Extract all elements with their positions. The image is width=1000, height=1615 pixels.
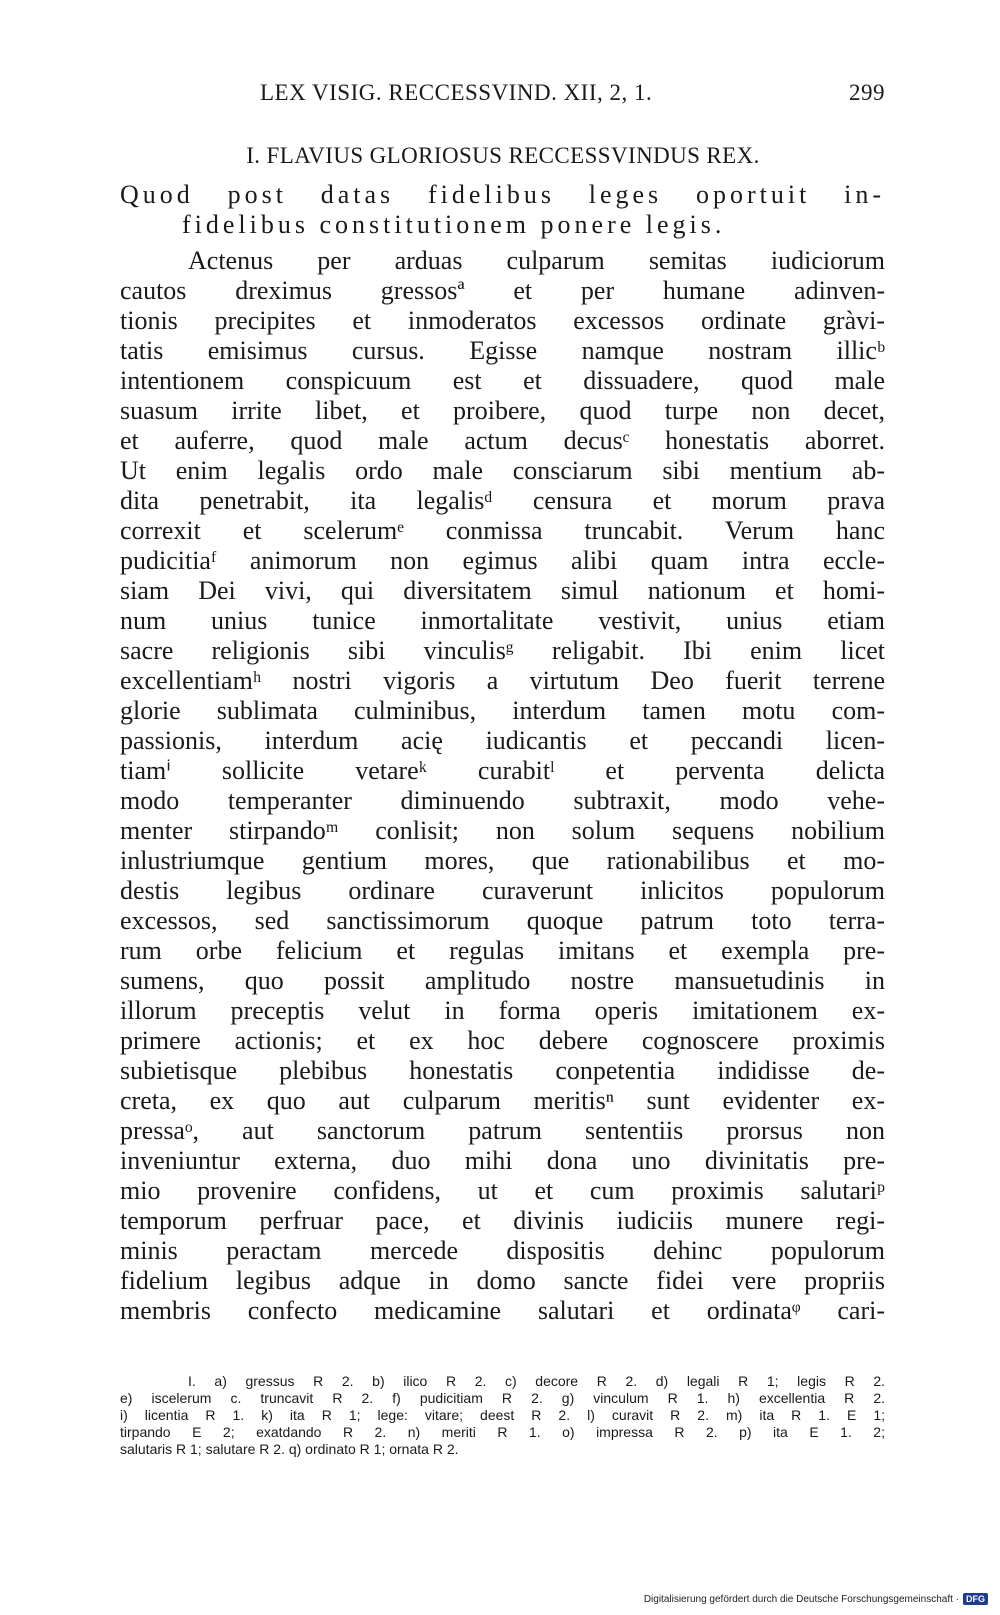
body-line: inlustriumque gentium mores, que rationabilibus et mo- <box>120 846 885 875</box>
page-number: 299 <box>849 80 885 105</box>
running-title: LEX VISIG. RECCESSVIND. XII, 2, 1. <box>260 80 653 105</box>
body-line: mio provenire confidens, ut et cum proximis salutariᵖ <box>120 1176 885 1205</box>
digitization-credit <box>644 1590 988 1608</box>
body-line: pressaᵒ, aut sanctorum patrum sententiis prorsus non <box>120 1116 885 1145</box>
footnote-line: tirpando E 2; exatdando R 2. n) meriti R 1. o) impressa R 2. p) ita E 1. 2; <box>120 1424 885 1440</box>
body-line: suasum irrite libet, et proibere, quod turpe non decet, <box>120 396 885 425</box>
body-line: primere actionis; et ex hoc debere cognoscere proximis <box>120 1026 885 1055</box>
body-line: sumens, quo possit amplitudo nostre mansuetudinis in <box>120 966 885 995</box>
body-line: excessos, sed sanctissimorum quoque patrum toto terra- <box>120 906 885 935</box>
body-line: passionis, interdum acię iudicantis et peccandi licen- <box>120 726 885 755</box>
body-line: et auferre, quod male actum decusᶜ honestatis aborret. <box>120 426 885 455</box>
body-line: destis legibus ordinare curaverunt inlicitos populorum <box>120 876 885 905</box>
body-line: sacre religionis sibi vinculisᵍ religabit. Ibi enim licet <box>120 636 885 665</box>
law-title-line: Quod post datas fidelibus leges oportuit in- <box>120 180 885 209</box>
body-line: rum orbe felicium et regulas imitans et exempla pre- <box>120 936 885 965</box>
body-line: illorum preceptis velut in forma operis imitationem ex- <box>120 996 885 1025</box>
body-line: tiamⁱ sollicite vetareᵏ curabitˡ et perventa delicta <box>120 756 885 785</box>
body-line: Ut enim legalis ordo male consciarum sibi mentium ab- <box>120 456 885 485</box>
body-line: menter stirpandoᵐ conlisit; non solum sequens nobilium <box>120 816 885 845</box>
footnote-line: I. a) gressus R 2. b) ilico R 2. c) decore R 2. d) legali R 1; legis R 2. <box>188 1373 885 1389</box>
body-text <box>120 246 885 1326</box>
body-line: creta, ex quo aut culparum meritisⁿ sunt evidenter ex- <box>120 1086 885 1115</box>
body-line: Actenus per arduas culparum semitas iudiciorum <box>188 246 885 275</box>
body-line: dita penetrabit, ita legalisᵈ censura et morum prava <box>120 486 885 515</box>
footnote-line: salutaris R 1; salutare R 2. q) ordinato R 1; ornata R 2. <box>120 1441 459 1457</box>
credit-text: Digitalisierung gefördert durch die Deutsche Forschungsgemeinschaft · <box>643 1593 959 1605</box>
body-line: intentionem conspicuum est et dissuadere, quod male <box>120 366 885 395</box>
body-line: correxit et scelerumᵉ conmissa truncabit. Verum hanc <box>120 516 885 545</box>
body-line: cautos dreximus gressosª et per humane adinven- <box>120 276 885 305</box>
footnote-line: i) licentia R 1. k) ita R 1; lege: vitare; deest R 2. l) curavit R 2. m) ita R 1. E 1; <box>120 1407 885 1423</box>
section-heading: I. FLAVIUS GLORIOSUS RECCESSVINDUS REX. <box>246 143 760 168</box>
body-line: excellentiamʰ nostri vigoris a virtutum Deo fuerit terrene <box>120 666 885 695</box>
body-line: fidelium legibus adque in domo sancte fidei vere propriis <box>120 1266 885 1295</box>
body-line: tionis precipites et inmoderatos excessos ordinate gràvi- <box>120 306 885 335</box>
law-title <box>120 180 885 240</box>
dfg-logo: DFG <box>963 1593 988 1605</box>
body-line: modo temperanter diminuendo subtraxit, modo vehe- <box>120 786 885 815</box>
body-line: siam Dei vivi, qui diversitatem simul nationum et homi- <box>120 576 885 605</box>
body-line: minis peractam mercede dispositis dehinc populorum <box>120 1236 885 1265</box>
running-header <box>120 80 885 114</box>
body-line: num unius tunice inmortalitate vestivit, unius etiam <box>120 606 885 635</box>
body-line: pudicitiaᶠ animorum non egimus alibi quam intra eccle- <box>120 546 885 575</box>
footnote-line: e) iscelerum c. truncavit R 2. f) pudicitiam R 2. g) vinculum R 1. h) excellentia R 2. <box>120 1390 885 1406</box>
body-line: tatis emisimus cursus. Egisse namque nostram illicᵇ <box>120 336 885 365</box>
body-line: inveniuntur externa, duo mihi dona uno divinitatis pre- <box>120 1146 885 1175</box>
footnotes <box>120 1373 885 1458</box>
body-line: subietisque plebibus honestatis conpetentia indidisse de- <box>120 1056 885 1085</box>
law-title-line: fidelibus constitutionem ponere legis. <box>182 210 726 239</box>
body-line: temporum perfruar pace, et divinis iudiciis munere regi- <box>120 1206 885 1235</box>
body-line: glorie sublimata culminibus, interdum tamen motu com- <box>120 696 885 725</box>
body-line: membris confecto medicamine salutari et ordinataᵠ cari- <box>120 1296 885 1325</box>
